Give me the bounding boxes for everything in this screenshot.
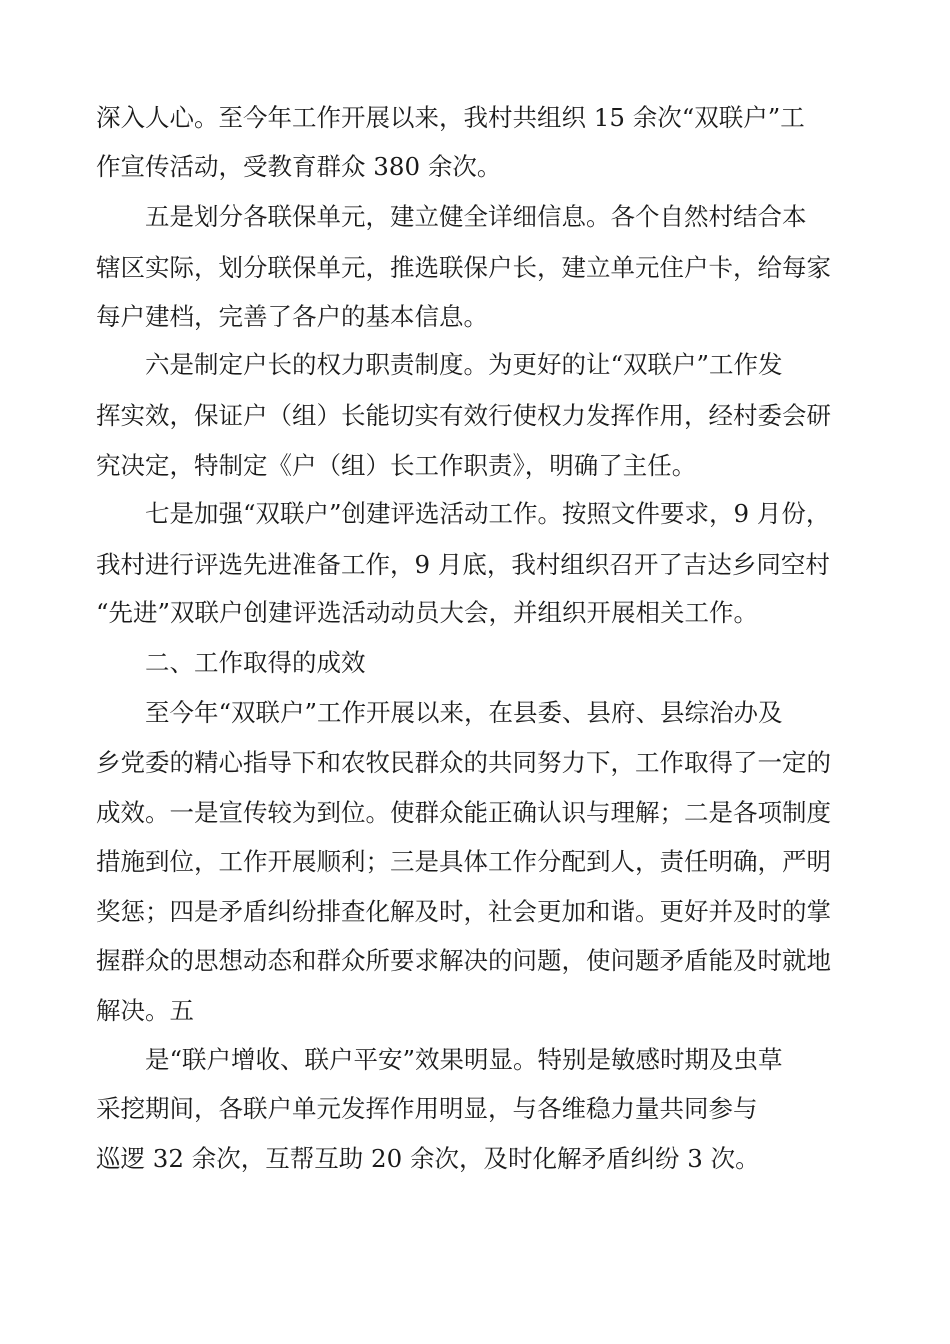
text-line: 是“联户增收、联户平安”效果明显。特别是敏感时期及虫草 [145, 1045, 783, 1074]
text-line: 我村进行评选先进准备工作，9 月底，我村组织召开了吉达乡同空村 [96, 550, 830, 579]
text-line: “先进”双联户创建评选活动动员大会，并组织开展相关工作。 [96, 598, 759, 627]
text-line: 至今年“双联户”工作开展以来，在县委、县府、县综治办及 [145, 698, 783, 727]
text-line: 乡党委的精心指导下和农牧民群众的共同努力下，工作取得了一定的 [96, 748, 831, 777]
section-heading: 二、工作取得的成效 [145, 648, 366, 677]
text-line: 辖区实际，划分联保单元，推选联保户长，建立单元住户卡，给每家 [96, 253, 831, 282]
text-line: 深入人心。至今年工作开展以来，我村共组织 15 余次“双联户”工 [96, 103, 805, 132]
text-line: 五是划分各联保单元，建立健全详细信息。各个自然村结合本 [145, 202, 807, 231]
text-line: 措施到位，工作开展顺利；三是具体工作分配到人，责任明确，严明 [96, 847, 831, 876]
text-line: 每户建档，完善了各户的基本信息。 [96, 302, 488, 331]
text-line: 握群众的思想动态和群众所要求解决的问题，使问题矛盾能及时就地 [96, 946, 831, 975]
text-line: 采挖期间，各联户单元发挥作用明显，与各维稳力量共同参与 [96, 1094, 758, 1123]
text-line: 解决。五 [96, 996, 194, 1025]
text-line: 奖惩；四是矛盾纠纷排查化解及时，社会更加和谐。更好并及时的掌 [96, 897, 831, 926]
text-line: 成效。一是宣传较为到位。使群众能正确认识与理解；二是各项制度 [96, 798, 831, 827]
text-line: 六是制定户长的权力职责制度。为更好的让“双联户”工作发 [145, 350, 783, 379]
text-line: 作宣传活动，受教育群众 380 余次。 [96, 152, 502, 181]
text-line: 巡逻 32 余次，互帮互助 20 余次，及时化解矛盾纠纷 3 次。 [96, 1144, 760, 1173]
text-line: 挥实效，保证户（组）长能切实有效行使权力发挥作用，经村委会研 [96, 401, 831, 430]
text-line: 七是加强“双联户”创建评选活动工作。按照文件要求，9 月份， [145, 499, 831, 528]
text-line: 究决定，特制定《户（组）长工作职责》，明确了主任。 [96, 451, 697, 480]
